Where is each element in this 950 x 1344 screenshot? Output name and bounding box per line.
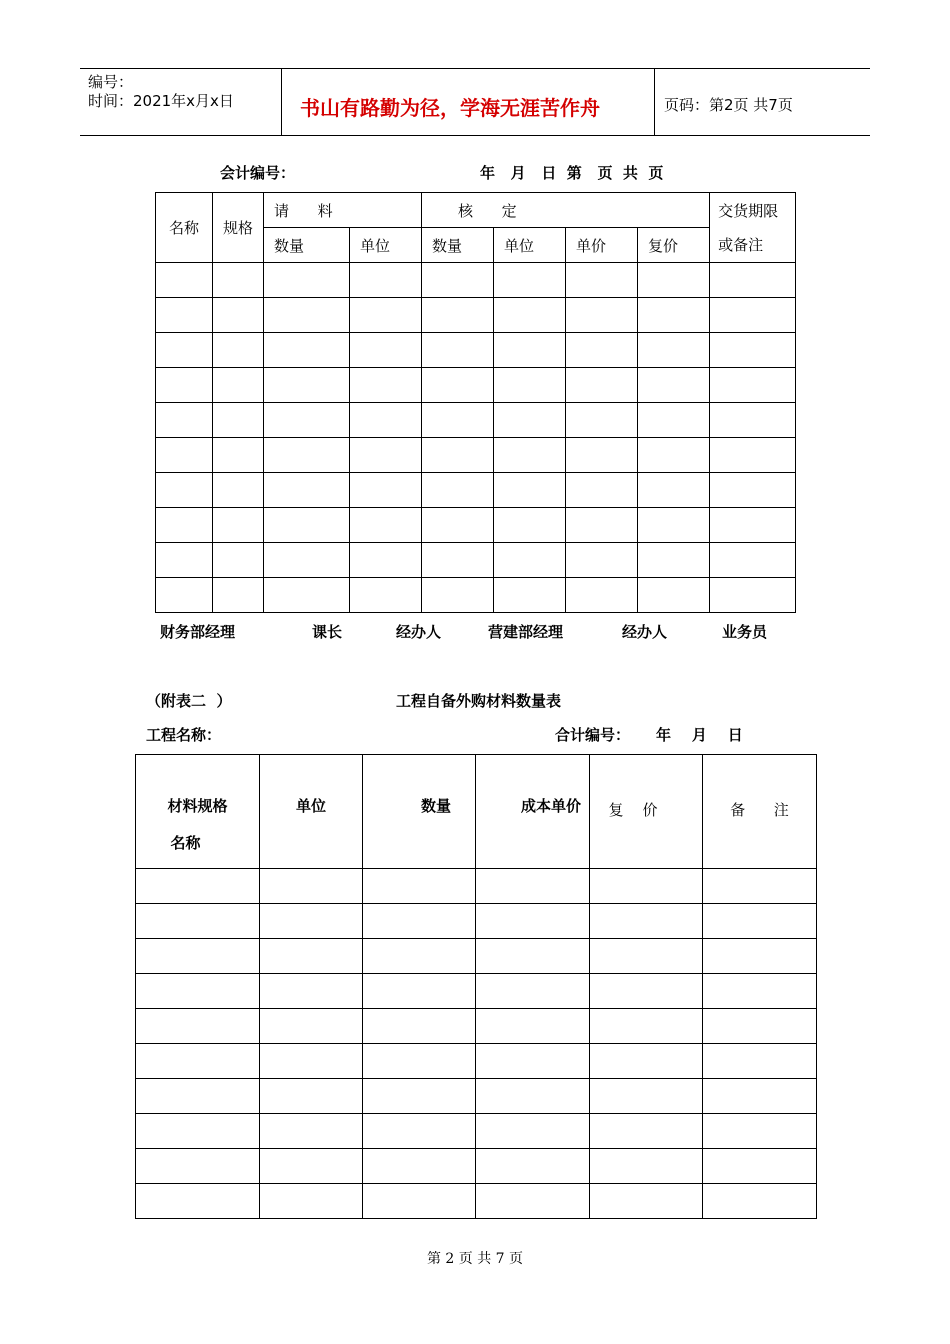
- cell[interactable]: [710, 578, 796, 613]
- cell[interactable]: [156, 333, 213, 368]
- cell[interactable]: [494, 333, 566, 368]
- table-row: [156, 333, 796, 368]
- cell[interactable]: [566, 578, 638, 613]
- cell[interactable]: [566, 543, 638, 578]
- cell[interactable]: [363, 939, 476, 974]
- serial-label: 编号：: [88, 73, 134, 91]
- cell[interactable]: [703, 1009, 817, 1044]
- cell[interactable]: [350, 403, 422, 438]
- form2-accounting-no: 合计编号：: [555, 726, 631, 744]
- cell[interactable]: [422, 368, 494, 403]
- table-row: [156, 473, 796, 508]
- cell[interactable]: [350, 543, 422, 578]
- cell[interactable]: [638, 403, 710, 438]
- col-remark-header: [703, 755, 817, 869]
- cell[interactable]: [703, 904, 817, 939]
- table-row: [136, 1079, 817, 1114]
- header-divider-left: [281, 68, 282, 136]
- cell[interactable]: [213, 368, 264, 403]
- cell[interactable]: [566, 298, 638, 333]
- table-row: [136, 939, 817, 974]
- cell[interactable]: [703, 939, 817, 974]
- cell[interactable]: [363, 974, 476, 1009]
- table-row: [136, 1009, 817, 1044]
- form1-accounting-no: 会计编号：: [220, 164, 296, 182]
- cell[interactable]: [264, 578, 350, 613]
- cell[interactable]: [264, 263, 350, 298]
- cell[interactable]: [590, 1149, 703, 1184]
- cell[interactable]: [264, 333, 350, 368]
- table-row: [156, 403, 796, 438]
- cell[interactable]: [710, 403, 796, 438]
- cell[interactable]: [136, 869, 260, 904]
- cell[interactable]: [156, 298, 213, 333]
- table-row: [156, 298, 796, 333]
- cell[interactable]: [136, 1044, 260, 1079]
- cell[interactable]: [136, 1149, 260, 1184]
- cell[interactable]: [590, 1114, 703, 1149]
- cell[interactable]: [156, 473, 213, 508]
- cell[interactable]: [590, 974, 703, 1009]
- cell[interactable]: [213, 578, 264, 613]
- cell[interactable]: [213, 508, 264, 543]
- header-motto: 书山有路勤为径，学海无涯苦作舟: [300, 96, 600, 120]
- cell[interactable]: [476, 1149, 590, 1184]
- table-row: [136, 869, 817, 904]
- col-remark-header-text: 备 注: [730, 801, 789, 819]
- col-approve-header: 核 定: [422, 193, 710, 228]
- cell[interactable]: [260, 904, 363, 939]
- cell[interactable]: [422, 403, 494, 438]
- col-delivery-header-1: 交货期限: [710, 193, 796, 228]
- cell[interactable]: [260, 1149, 363, 1184]
- cell[interactable]: [363, 904, 476, 939]
- table-row: [136, 974, 817, 1009]
- cell[interactable]: [590, 904, 703, 939]
- col-cost-price-header-text: 成本单价: [520, 797, 581, 815]
- cell[interactable]: [260, 1044, 363, 1079]
- col-delivery-header-2: 或备注: [710, 228, 796, 263]
- cell[interactable]: [156, 263, 213, 298]
- table-row: [136, 904, 817, 939]
- form2-title: 工程自备外购材料数量表: [396, 692, 562, 710]
- col-spec-header: 规格: [213, 193, 264, 263]
- col-unit2-header: 单位: [494, 228, 566, 263]
- cell[interactable]: [710, 473, 796, 508]
- cell[interactable]: [363, 1009, 476, 1044]
- col-material-header: [136, 755, 260, 869]
- cell[interactable]: [494, 438, 566, 473]
- cell[interactable]: [264, 298, 350, 333]
- cell[interactable]: [638, 333, 710, 368]
- requisition-table-body: [156, 263, 796, 613]
- table-row: [156, 263, 796, 298]
- sig-handler-2: 经办人: [622, 623, 668, 641]
- materials-table-body: [136, 869, 817, 1219]
- cell[interactable]: [136, 1114, 260, 1149]
- cell[interactable]: [136, 1079, 260, 1114]
- project-name-label: 工程名称：: [146, 726, 222, 744]
- cell[interactable]: [363, 1149, 476, 1184]
- table-row: [156, 543, 796, 578]
- cell[interactable]: [213, 473, 264, 508]
- cell[interactable]: [476, 1079, 590, 1114]
- col-cost-price-header: [476, 755, 590, 869]
- cell[interactable]: [566, 368, 638, 403]
- cell[interactable]: [703, 1184, 817, 1219]
- sig-salesperson: 业务员: [722, 623, 768, 641]
- cell[interactable]: [494, 508, 566, 543]
- cell[interactable]: [136, 1009, 260, 1044]
- cell[interactable]: [494, 543, 566, 578]
- cell[interactable]: [350, 438, 422, 473]
- cell[interactable]: [363, 1184, 476, 1219]
- cell[interactable]: [213, 298, 264, 333]
- col-material-header-line1: 材料规格: [167, 797, 228, 815]
- cell[interactable]: [494, 263, 566, 298]
- table-row: [136, 1044, 817, 1079]
- cell[interactable]: [422, 438, 494, 473]
- cell[interactable]: [156, 403, 213, 438]
- col-unit-header: [260, 755, 363, 869]
- cell[interactable]: [703, 1149, 817, 1184]
- cell[interactable]: [422, 263, 494, 298]
- cell[interactable]: [264, 543, 350, 578]
- cell[interactable]: [136, 1184, 260, 1219]
- table-row: [136, 1114, 817, 1149]
- cell[interactable]: [260, 939, 363, 974]
- cell[interactable]: [638, 543, 710, 578]
- cell[interactable]: [156, 578, 213, 613]
- cell[interactable]: [703, 974, 817, 1009]
- cell[interactable]: [350, 578, 422, 613]
- header-top-rule: [80, 68, 870, 69]
- cell[interactable]: [264, 368, 350, 403]
- table-row: [156, 578, 796, 613]
- cell[interactable]: [264, 403, 350, 438]
- cell[interactable]: [260, 1009, 363, 1044]
- cell[interactable]: [638, 263, 710, 298]
- cell[interactable]: [494, 368, 566, 403]
- cell[interactable]: [703, 869, 817, 904]
- requisition-table: [155, 192, 796, 613]
- cell[interactable]: [710, 508, 796, 543]
- col-review-price-header-2-text: 复 价: [608, 801, 658, 819]
- cell[interactable]: [422, 543, 494, 578]
- cell[interactable]: [264, 473, 350, 508]
- cell[interactable]: [566, 438, 638, 473]
- page-footer: 第 2 页 共 7 页: [426, 1251, 524, 1267]
- cell[interactable]: [476, 1184, 590, 1219]
- cell[interactable]: [590, 1044, 703, 1079]
- cell[interactable]: [590, 1079, 703, 1114]
- cell[interactable]: [638, 368, 710, 403]
- cell[interactable]: [213, 543, 264, 578]
- cell[interactable]: [350, 508, 422, 543]
- cell[interactable]: [710, 438, 796, 473]
- cell[interactable]: [638, 508, 710, 543]
- time-label: 时间：2021年x月x日: [88, 92, 234, 110]
- cell[interactable]: [156, 368, 213, 403]
- cell[interactable]: [363, 1044, 476, 1079]
- cell[interactable]: [156, 438, 213, 473]
- cell[interactable]: [264, 508, 350, 543]
- cell[interactable]: [363, 869, 476, 904]
- cell[interactable]: [476, 869, 590, 904]
- cell[interactable]: [566, 403, 638, 438]
- table-row: [156, 508, 796, 543]
- cell[interactable]: [638, 578, 710, 613]
- col-unit-header-text: 单位: [295, 797, 326, 815]
- col-qty1-header: 数量: [264, 228, 350, 263]
- cell[interactable]: [638, 438, 710, 473]
- cell[interactable]: [476, 904, 590, 939]
- sig-handler-1: 经办人: [396, 623, 442, 641]
- cell[interactable]: [422, 473, 494, 508]
- col-review-price-header: 复价: [638, 228, 710, 263]
- table-row: [136, 1149, 817, 1184]
- cell[interactable]: [590, 869, 703, 904]
- sig-construction-manager: 营建部经理: [488, 623, 564, 641]
- cell[interactable]: [494, 298, 566, 333]
- cell[interactable]: [638, 473, 710, 508]
- cell[interactable]: [213, 438, 264, 473]
- col-name-header: 名称: [156, 193, 213, 263]
- cell[interactable]: [476, 1114, 590, 1149]
- col-quantity-header-text: 数量: [420, 797, 451, 815]
- cell[interactable]: [363, 1114, 476, 1149]
- cell[interactable]: [566, 263, 638, 298]
- cell[interactable]: [260, 974, 363, 1009]
- col-material-header-line2: 名称: [170, 834, 201, 852]
- cell[interactable]: [350, 333, 422, 368]
- cell[interactable]: [260, 1114, 363, 1149]
- table-row: [156, 438, 796, 473]
- cell[interactable]: [703, 1114, 817, 1149]
- cell[interactable]: [494, 473, 566, 508]
- cell[interactable]: [710, 368, 796, 403]
- cell[interactable]: [476, 974, 590, 1009]
- form1-date-page: 年 月 日 第 页 共 页: [480, 164, 664, 182]
- cell[interactable]: [476, 1009, 590, 1044]
- cell[interactable]: [136, 904, 260, 939]
- cell[interactable]: [703, 1079, 817, 1114]
- cell[interactable]: [363, 1079, 476, 1114]
- cell[interactable]: [566, 508, 638, 543]
- cell[interactable]: [566, 473, 638, 508]
- cell[interactable]: [710, 298, 796, 333]
- cell[interactable]: [156, 508, 213, 543]
- cell[interactable]: [590, 1184, 703, 1219]
- cell[interactable]: [710, 333, 796, 368]
- cell[interactable]: [494, 403, 566, 438]
- cell[interactable]: [350, 263, 422, 298]
- cell[interactable]: [156, 543, 213, 578]
- cell[interactable]: [476, 1044, 590, 1079]
- cell[interactable]: [710, 543, 796, 578]
- col-qty2-header: 数量: [422, 228, 494, 263]
- cell[interactable]: [590, 939, 703, 974]
- cell[interactable]: [350, 298, 422, 333]
- cell[interactable]: [350, 473, 422, 508]
- cell[interactable]: [260, 869, 363, 904]
- page-label: 页码：第2页 共7页: [664, 96, 793, 114]
- cell[interactable]: [422, 298, 494, 333]
- cell[interactable]: [264, 438, 350, 473]
- cell[interactable]: [638, 298, 710, 333]
- cell[interactable]: [566, 333, 638, 368]
- col-unit1-header: 单位: [350, 228, 422, 263]
- cell[interactable]: [136, 974, 260, 1009]
- col-review-price-header-2: [590, 755, 703, 869]
- cell[interactable]: [213, 403, 264, 438]
- header-divider-right: [654, 68, 655, 136]
- cell[interactable]: [710, 263, 796, 298]
- col-unit-price-header: 单价: [566, 228, 638, 263]
- cell[interactable]: [422, 508, 494, 543]
- table-row: [136, 1184, 817, 1219]
- sig-finance-manager: 财务部经理: [160, 623, 236, 641]
- cell[interactable]: [590, 1009, 703, 1044]
- cell[interactable]: [350, 368, 422, 403]
- header-bottom-rule: [80, 135, 870, 136]
- cell[interactable]: [476, 939, 590, 974]
- cell[interactable]: [213, 333, 264, 368]
- cell[interactable]: [422, 333, 494, 368]
- table-row: [156, 368, 796, 403]
- cell[interactable]: [494, 578, 566, 613]
- appendix-label: （附表二 ）: [146, 692, 232, 710]
- col-quantity-header: [363, 755, 476, 869]
- cell[interactable]: [422, 578, 494, 613]
- col-request-header: 请 料: [264, 193, 422, 228]
- materials-table: [135, 754, 817, 1219]
- cell[interactable]: [260, 1079, 363, 1114]
- cell[interactable]: [703, 1044, 817, 1079]
- sig-section-chief: 课长: [312, 623, 343, 641]
- cell[interactable]: [136, 939, 260, 974]
- form2-date: 年 月 日: [656, 726, 743, 744]
- cell[interactable]: [213, 263, 264, 298]
- cell[interactable]: [260, 1184, 363, 1219]
